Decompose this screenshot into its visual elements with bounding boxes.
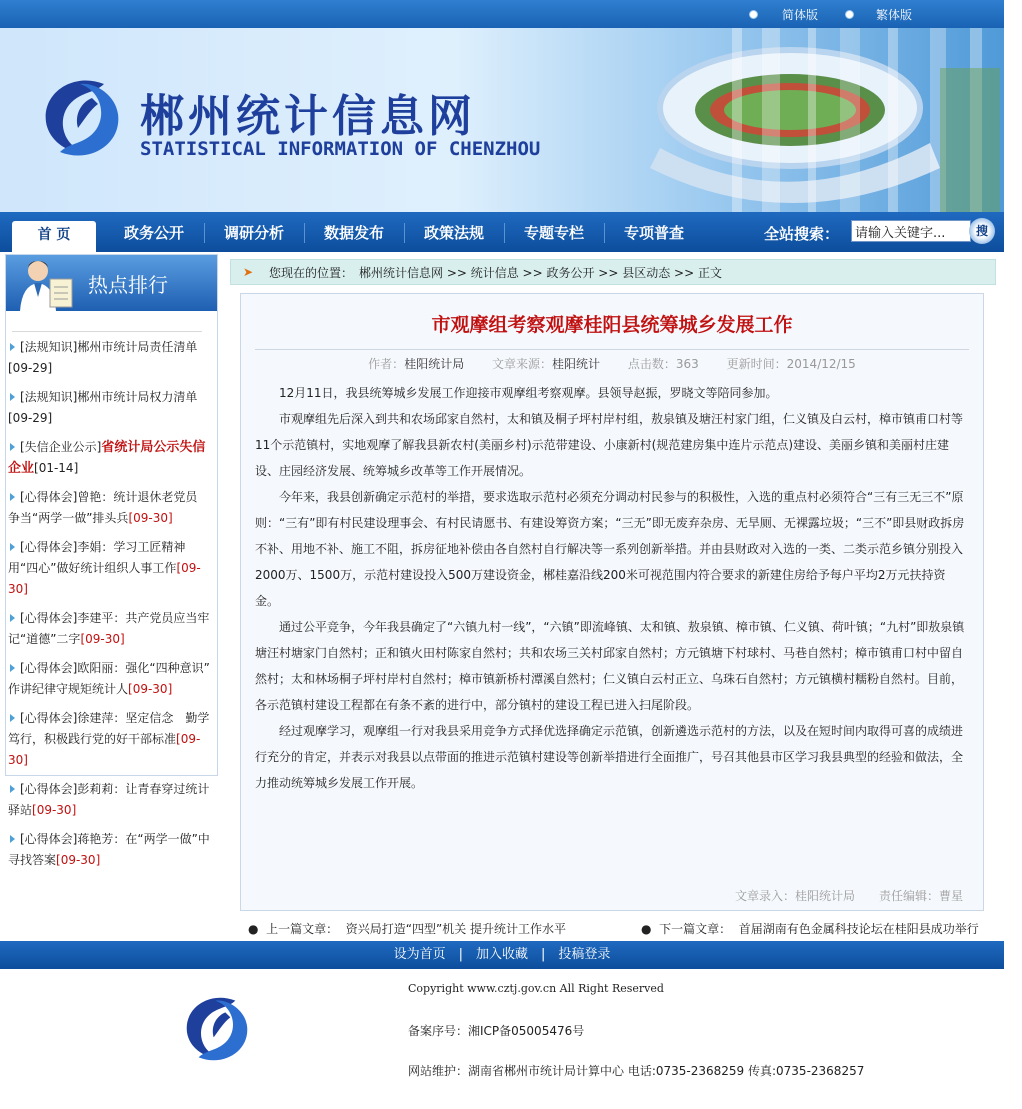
arrow-icon: ➤ xyxy=(243,265,254,279)
list-item[interactable]: [心得体会]欧阳丽：强化“四种意识” 作讲纪律守规矩统计人[09-30] xyxy=(8,661,210,696)
bullet-icon: ● xyxy=(248,922,259,936)
search-input[interactable] xyxy=(851,220,971,242)
article-paragraph: 今年来，我县创新确定示范村的举措，要求选取示范村必须充分调动村民参与的积极性，入选的重点村必须符合“三有三无三不”原则：“三有”即有村民建设理事会、有村民请愿书、有建设筹资方案；“三无”即无废弃杂房、无旱厕、无裸露垃圾；“三不”即县财政拆房不补、用地不补、施工不阻，拆房征地补偿由各自然村自行解决等一系列创新举措。并由县财政对入选的一类、二类示范乡镇分别投入2000万、1500万，示范村建设投入500万建设资金，郴桂嘉沿线200米可视范围内符合要求的新建住房给予每户平均2万元扶持资金。 xyxy=(255,490,965,608)
article-clicks: 363 xyxy=(675,357,699,371)
maintenance-text: 网站维护：湖南省郴州市统计局计算中心 电话:0735-2368259 传真:0735-2368257 xyxy=(408,1064,865,1078)
triangle-bullet-icon xyxy=(10,493,15,501)
copyright-text: Copyright www.cztj.gov.cn All Right Reserved xyxy=(408,982,664,995)
list-item[interactable]: [法规知识]郴州市统计局权力清单 [09-29] xyxy=(8,390,198,425)
triangle-bullet-icon xyxy=(10,543,15,551)
triangle-bullet-icon xyxy=(10,835,15,843)
article-panel xyxy=(240,293,984,911)
article-editor-info: 文章录入：桂阳统计局 责任编辑：曹星 xyxy=(734,889,963,903)
breadcrumb xyxy=(230,259,996,285)
article-paragraph: 通过公平竞争，今年我县确定了“六镇九村一线”，“六镇”即流峰镇、太和镇、敖泉镇、樟市镇、仁义镇、荷叶镇；“九村”即敖泉镇塘汪村塘家门自然村；正和镇火田村陈家自然村；共和农场三关村邱家自然村；方元镇塘下村球村、马巷自然村；樟市镇甫口村中留自然村；太和林场桐子坪村岸村自然村；樟市镇新桥村潭溪自然村；仁义镇白云村正立、乌珠石自然村；方元镇横村糯粉自然村。目前，各示范镇村建设工程都在有条不紊的进行中，部分镇村的建设工程已进入扫尾阶段。 xyxy=(255,620,965,712)
page-right-margin xyxy=(1004,0,1022,1109)
hot-ranking-panel xyxy=(5,254,218,867)
site-footer xyxy=(0,969,1004,1109)
title-divider xyxy=(255,349,969,350)
hot-ranking-header xyxy=(6,255,217,311)
search-label: 全站搜索： xyxy=(764,225,840,243)
list-item[interactable]: [心得体会]彭莉莉：让青春穿过统计驿站[09-30] xyxy=(8,782,210,817)
hot-ranking-list xyxy=(6,335,217,877)
triangle-bullet-icon xyxy=(10,343,15,351)
site-banner xyxy=(0,28,1004,212)
list-item[interactable]: [心得体会]曾艳：统计退休老党员 争当“两学一做”排头兵[09-30] xyxy=(8,490,198,525)
triangle-bullet-icon xyxy=(10,614,15,622)
list-item[interactable]: [失信企业公示]省统计局公示失信企业[01-14] xyxy=(8,440,206,476)
article-paragraph: 12月11日，我县统筹城乡发展工作迎接市观摩组考察观摩。县领导赵振，罗晓文等陪同参加。 xyxy=(279,386,778,400)
icp-text: 备案序号：湘ICP备05005476号 xyxy=(408,1024,585,1038)
article-meta: 作者：桂阳统计局 文章来源：桂阳统计 点击数：363 更新时间：2014/12/15 xyxy=(368,357,856,371)
sidebar-divider xyxy=(12,331,202,332)
site-title-en: STATISTICAL INFORMATION OF CHENZHOU xyxy=(140,138,541,160)
list-item[interactable]: [法规知识]郴州市统计局责任清单 [09-29] xyxy=(8,340,198,375)
article-paragraph: 经过观摩学习，观摩组一行对我县采用竞争方式择优选择确定示范镇，创新遴选示范村的方法，以及在短时间内取得可喜的成绩进行充分的肯定，并表示对我县以点带面的推进示范镇村建设等创新举措进行全面推广，号召其他县市区学习我县典型的经验和做法，全力推动统筹城乡发展工作开展。 xyxy=(255,724,964,790)
nav-home[interactable]: 首 页 xyxy=(12,221,96,252)
article-author: 桂阳统计局 xyxy=(404,357,465,371)
site-title-cn: 郴州统计信息网 xyxy=(140,91,476,142)
nav-item-puchai[interactable]: 专项普查 xyxy=(623,224,684,242)
nav-item-shuju[interactable]: 数据发布 xyxy=(323,224,384,242)
article-title: 市观摩组考察观摩桂阳县统筹城乡发展工作 xyxy=(431,314,793,336)
simplified-link[interactable]: 简体版 xyxy=(782,8,819,22)
triangle-bullet-icon xyxy=(10,393,15,401)
prev-article-link[interactable]: 资兴局打造“四型”机关 提升统计工作水平 xyxy=(345,922,567,936)
top-bar xyxy=(0,0,1004,28)
hot-ranking-title: 热点排行 xyxy=(88,273,168,297)
triangle-bullet-icon xyxy=(10,664,15,672)
bullet-icon xyxy=(845,10,854,19)
stadium-image xyxy=(640,28,1004,212)
breadcrumb-text[interactable]: 您现在的位置： 郴州统计信息网 >> 统计信息 >> 政务公开 >> 县区动态 >> 正文 xyxy=(269,266,722,280)
footer-logo-icon xyxy=(174,989,260,1069)
traditional-link[interactable]: 繁体版 xyxy=(876,8,913,22)
bullet-icon xyxy=(749,10,758,19)
list-item[interactable]: [心得体会]蒋艳芳：在“两学一做”中寻找答案[09-30] xyxy=(8,832,210,867)
footer-nav[interactable]: 设为首页 | 加入收藏 | 投稿登录 xyxy=(0,941,1004,969)
article-source: 桂阳统计 xyxy=(552,357,601,371)
nav-item-zhengce[interactable]: 政策法规 xyxy=(423,224,484,242)
doctor-avatar-icon xyxy=(16,257,78,311)
prev-article[interactable]: ● 上一篇文章： 资兴局打造“四型”机关 提升统计工作水平 xyxy=(248,922,567,936)
article-body xyxy=(255,380,967,796)
triangle-bullet-icon xyxy=(10,714,15,722)
list-item[interactable]: [心得体会]李娟：学习工匠精神 用“四心”做好统计组织人事工作[09-30] xyxy=(8,540,201,596)
triangle-bullet-icon xyxy=(10,785,15,793)
nav-item-zhengwu[interactable]: 政务公开 xyxy=(123,224,184,242)
next-article-link[interactable]: 首届湖南有色金属科技论坛在桂阳县成功举行 xyxy=(738,922,979,936)
list-item[interactable]: [心得体会]李建平：共产党员应当牢记“道德”二字[09-30] xyxy=(8,611,210,646)
bullet-icon: ● xyxy=(641,922,652,936)
nav-item-zhuanti[interactable]: 专题专栏 xyxy=(523,224,584,242)
article-paragraph: 市观摩组先后深入到共和农场邱家自然村，太和镇及桐子坪村岸村组，敖泉镇及塘汪村家门组，仁义镇及白云村，樟市镇甫口村等11个示范镇村，实地观摩了解我县新农村(美丽乡村)示范带建设、小康新村(规范建房集中连片示范点)建设、美丽乡镇和美丽村庄建设、庄园经济发展、统筹城乡改革等工作开展情况。 xyxy=(255,412,964,478)
next-article[interactable]: ● 下一篇文章： 首届湖南有色金属科技论坛在桂阳县成功举行 xyxy=(641,922,979,936)
triangle-bullet-icon xyxy=(10,443,15,451)
nav-item-diaoyan[interactable]: 调研分析 xyxy=(223,224,284,242)
search-button[interactable]: 搜 xyxy=(969,218,995,244)
site-logo-icon xyxy=(34,70,130,166)
main-nav xyxy=(0,212,1004,252)
list-item[interactable]: [心得体会]徐建萍：坚定信念 勤学笃行，积极践行党的好干部标准[09-30] xyxy=(8,711,210,767)
article-time: 2014/12/15 xyxy=(786,357,856,371)
